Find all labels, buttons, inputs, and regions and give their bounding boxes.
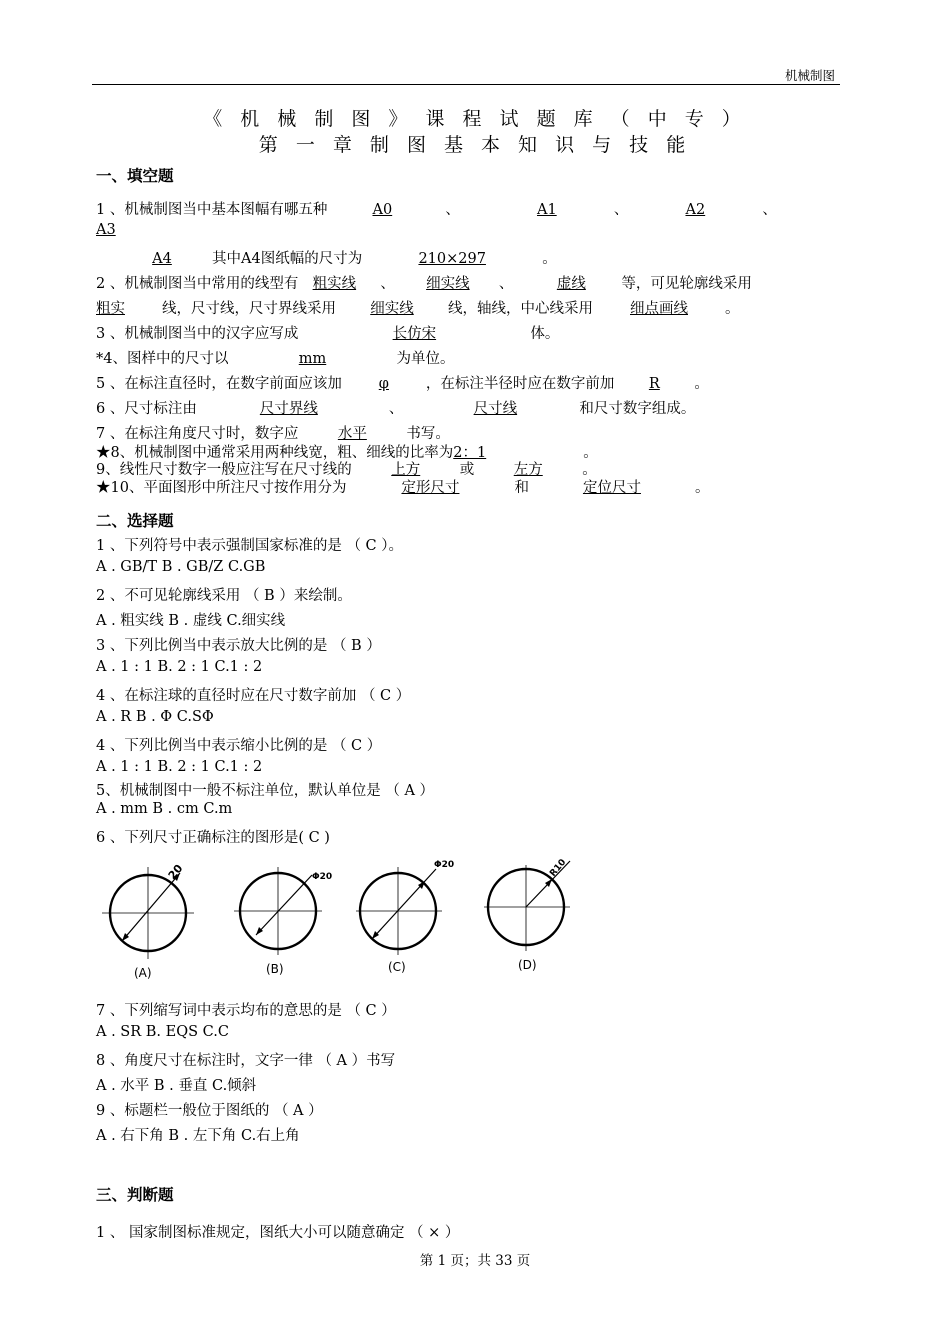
choice-q2-options: A . 粗实线 B . 虚线 C.细实线 (96, 613, 286, 629)
answer: A4 (152, 251, 172, 267)
answer: A1 (536, 202, 557, 218)
answer: R (648, 376, 660, 392)
q-text: 、 (445, 202, 460, 218)
fill-q5 (96, 372, 709, 393)
q-text: 、 (380, 276, 395, 292)
page-header: 机械制图 (784, 68, 835, 83)
figure-a (102, 867, 194, 959)
answer: 定位尺寸 (582, 480, 641, 496)
document-title: 《 机 械 制 图 》 课 程 试 题 库 （ 中 专 ） (203, 108, 747, 130)
choice-q5: 4 、下列比例当中表示缩小比例的是 （ C ） (96, 738, 382, 754)
answer: 左方 (513, 462, 543, 478)
choice-q7: 6 、下列尺寸正确标注的图形是( C ) (96, 830, 330, 846)
choice-q2: 2 、不可见轮廓线采用 （ B ）来绘制。 (96, 588, 352, 604)
answer: 细点画线 (630, 301, 688, 317)
q-text: 和 (514, 480, 529, 496)
answer: 2：1 (453, 445, 487, 461)
fill-q7 (96, 422, 450, 443)
figure-b (234, 867, 322, 955)
figure-d-dim: R10 (548, 857, 569, 879)
fill-q4 (96, 347, 454, 368)
choice-q4: 4 、在标注球的直径时应在尺寸数字前加 （ C ） (96, 688, 411, 704)
choice-q6-options: A . mm B . cm C.m (96, 801, 233, 817)
choice-q3-options: A . 1 : 1 B. 2 : 1 C.1 : 2 (96, 659, 263, 675)
q-text: 。 (694, 480, 710, 496)
answer: 细实线 (426, 276, 470, 292)
choice-q5-options: A . 1 : 1 B. 2 : 1 C.1 : 2 (96, 759, 263, 775)
header-rule (92, 84, 840, 85)
answer: A2 (685, 202, 706, 218)
q-text: 、 (762, 202, 777, 218)
fill-q2-cont (96, 297, 740, 318)
dimension-figure (100, 855, 580, 990)
figure-c-label: (C) (388, 960, 406, 974)
figure-b-label: (B) (266, 962, 284, 976)
answer: 细实线 (370, 301, 414, 317)
judge-q1: 1 、 国家制图标准规定，图纸大小可以随意确定 （ × ） (96, 1225, 460, 1241)
q-text: 书写。 (406, 426, 450, 442)
q-text: 体。 (530, 326, 560, 342)
fill-q1-cont2 (112, 247, 557, 268)
fill-q2 (96, 272, 752, 293)
choice-q8-options: A . SR B. EQS C.C (96, 1024, 229, 1040)
q-text: 和尺寸数字组成。 (579, 401, 696, 417)
q-text: 、 (498, 276, 514, 292)
q-text: 6 、尺寸标注由 (96, 401, 197, 417)
q-text: 9、线性尺寸数字一般应注写在尺寸线的 (96, 462, 352, 478)
page-footer: 第 1 页；共 33 页 (419, 1253, 531, 1269)
q-text: 。 (542, 251, 557, 267)
figure-d-label: (D) (518, 958, 537, 972)
choice-q9-options: A . 水平 B . 垂直 C.倾斜 (96, 1078, 257, 1094)
section-fill: 一、填空题 (96, 167, 174, 185)
q-text: 、 (388, 401, 404, 417)
chapter-title: 第 一 章 制 图 基 本 知 识 与 技 能 (258, 134, 692, 156)
q-text: 2 、机械制图当中常用的线型有 (96, 276, 299, 292)
answer: 上方 (391, 462, 421, 478)
fill-q3 (96, 322, 559, 343)
q-text: 7 、在标注角度尺寸时，数字应 (96, 426, 299, 442)
choice-q1-options: A . GB/T B . GB/Z C.GB (96, 559, 266, 575)
choice-q9: 8 、角度尺寸在标注时，文字一律 （ A ）书写 (96, 1053, 396, 1069)
section-judge: 三、判断题 (96, 1186, 174, 1204)
fill-q1-cont (96, 222, 146, 238)
q-text: ★10、平面图形中所注尺寸按作用分为 (96, 480, 347, 496)
answer: A0 (372, 202, 393, 218)
q-text: 3 、机械制图当中的汉字应写成 (96, 326, 299, 342)
answer: φ (378, 376, 389, 392)
choice-q1: 1 、下列符号中表示强制国家标准的是 （ C ）。 (96, 538, 404, 554)
figure-c (356, 867, 442, 955)
q-text: 。 (583, 445, 598, 461)
q-text: 。 (582, 462, 597, 478)
answer: 粗实 (96, 301, 125, 317)
answer: 水平 (337, 426, 367, 442)
figure-c-dim: Φ20 (434, 860, 455, 870)
choice-q10-options: A . 右下角 B . 左下角 C.右上角 (96, 1128, 300, 1144)
q-text: 5 、在标注直径时，在数字前面应该加 (96, 376, 342, 392)
answer: 虚线 (556, 276, 586, 292)
q-text: 等，可见轮廓线采用 (621, 276, 752, 292)
answer: 尺寸线 (473, 401, 518, 417)
q-text: 线，尺寸线，尺寸界线采用 (162, 301, 336, 317)
q-text: 为单位。 (396, 351, 455, 367)
q-text: ★8、机械制图中通常采用两种线宽，粗、细线的比率为 (96, 445, 454, 461)
q-text: 线，轴线，中心线采用 (448, 301, 593, 317)
fill-q10 (96, 476, 709, 497)
fill-q6 (96, 397, 695, 418)
q-text: *4、图样中的尺寸以 (96, 351, 229, 367)
answer: 长仿宋 (392, 326, 437, 342)
choice-q4-options: A . R B . Φ C.SΦ (96, 709, 214, 725)
q-text: 或 (459, 462, 475, 478)
figure-a-dim: 20 (165, 861, 186, 883)
q-text: 。 (725, 301, 740, 317)
q-text: 。 (694, 376, 709, 392)
answer: 粗实线 (312, 276, 357, 292)
answer: mm (298, 351, 327, 367)
q-text: 其中A4图纸幅的尺寸为 (212, 251, 363, 267)
choice-q3: 3 、下列比例当中表示放大比例的是 （ B ） (96, 638, 381, 654)
q-text: ，在标注半径时应在数字前加 (425, 376, 615, 392)
choice-q10: 9 、标题栏一般位于图纸的 （ A ） (96, 1103, 323, 1119)
figure-a-label: (A) (134, 966, 152, 980)
answer: 定形尺寸 (401, 480, 460, 496)
answer: A3 (96, 222, 116, 238)
choice-q8: 7 、下列缩写词中表示均布的意思的是 （ C ） (96, 1003, 396, 1019)
answer: 尺寸界线 (259, 401, 318, 417)
answer: 210×297 (418, 251, 486, 267)
q-text: 、 (613, 202, 629, 218)
section-choice: 二、选择题 (96, 512, 174, 530)
fill-q1 (96, 198, 777, 219)
q-text: 1 、机械制图当中基本图幅有哪五种 (96, 202, 328, 218)
choice-q6: 5、机械制图中一般不标注单位，默认单位是 （ A ） (96, 783, 435, 799)
figure-b-dim: Φ20 (312, 872, 333, 882)
